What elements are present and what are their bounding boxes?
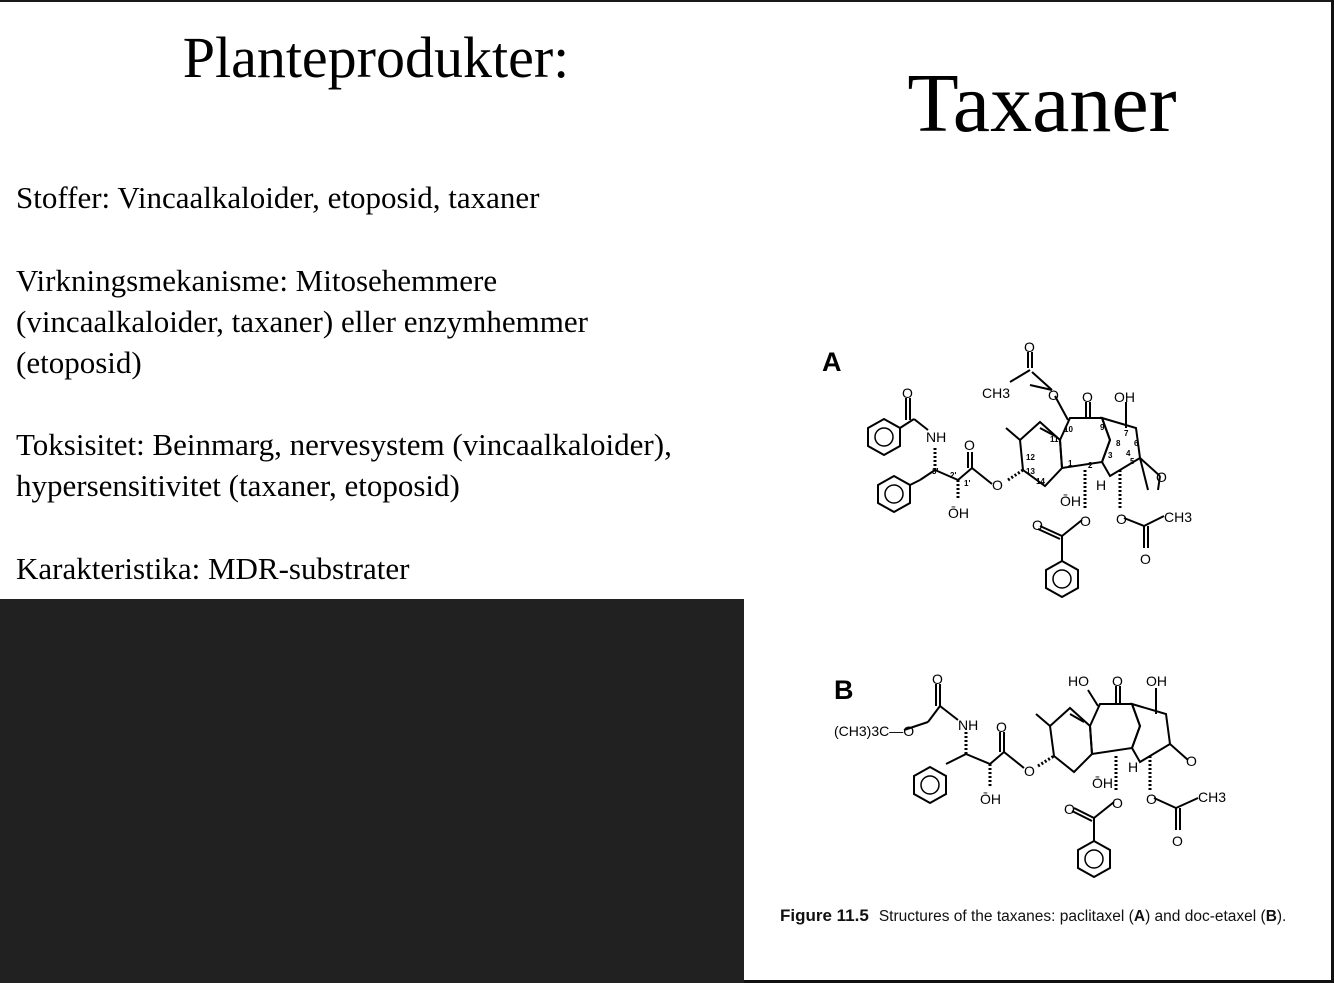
- atom-label: ŌH: [948, 505, 969, 521]
- atom-label: O: [932, 671, 943, 687]
- text-virkningsmekanisme: [16, 260, 756, 383]
- position-number: 2': [950, 471, 957, 480]
- atom-label: CH3: [982, 385, 1011, 401]
- position-number: 12: [1026, 453, 1035, 462]
- figure-caption: [780, 906, 1300, 927]
- atom-label: O: [1064, 801, 1075, 817]
- position-number: 14: [1036, 477, 1045, 486]
- atom-label: O: [1024, 339, 1035, 355]
- position-number: 3: [1108, 451, 1113, 460]
- atom-label: O: [1032, 517, 1043, 533]
- atom-label: O: [1186, 753, 1197, 769]
- atom-label: CH3: [1164, 509, 1193, 525]
- atom-label: ŌH: [980, 791, 1001, 807]
- structure-label-b: B: [834, 675, 854, 705]
- position-number: 11: [1050, 435, 1059, 444]
- text-stoffer: [16, 177, 756, 218]
- atom-label: O: [1116, 511, 1127, 527]
- position-number: 7: [1124, 429, 1129, 438]
- text-toksisitet: [16, 424, 756, 506]
- paclitaxel-structure: [840, 340, 1220, 610]
- atom-label: O: [964, 437, 975, 453]
- atom-label: OH: [1146, 673, 1167, 689]
- atom-label: NH: [958, 717, 979, 733]
- caption-label-b: B: [1265, 908, 1277, 925]
- atom-label: ŌH: [1060, 493, 1081, 509]
- slide-title-right: Taxaner: [907, 57, 1177, 150]
- text-karakteristika: [16, 548, 756, 589]
- position-number: 10: [1064, 425, 1073, 434]
- phenyl-ring: [1046, 561, 1078, 597]
- position-number: 3': [932, 467, 939, 476]
- position-number: 13: [1026, 467, 1035, 476]
- atom-label: ŌH: [1092, 775, 1113, 791]
- atom-label: O: [1080, 513, 1091, 529]
- paragraph-karakteristika: Karakteristika: MDR-substrater: [16, 551, 410, 586]
- atom-label: O: [996, 719, 1007, 735]
- docetaxel-structure: [832, 668, 1232, 898]
- position-number: 1': [964, 479, 971, 488]
- taxane-ring-c: [1132, 704, 1170, 762]
- position-number: 5: [1130, 457, 1135, 466]
- atom-label: H: [1096, 477, 1107, 493]
- atom-label: H: [1128, 759, 1139, 775]
- atom-label: O: [1024, 763, 1035, 779]
- caption-text: ) and doc-etaxel (: [1145, 908, 1266, 925]
- phenyl-ring: [1078, 841, 1110, 877]
- dark-overlay-block: [0, 599, 744, 983]
- caption-label-a: A: [1133, 908, 1146, 925]
- position-number: 9: [1100, 423, 1105, 432]
- aromatic-circle: [875, 428, 893, 446]
- caption-text: Structures of the taxanes: paclitaxel (: [878, 908, 1134, 925]
- atom-label: O: [1112, 795, 1123, 811]
- atom-label: O: [992, 477, 1003, 493]
- paragraph-toksisitet: Toksisitet: Beinmarg, nervesystem (vincaalkaloider), hypersensitivitet (taxaner, etoposid): [16, 427, 672, 503]
- structure-label-a: A: [822, 347, 842, 377]
- phenyl-ring: [878, 476, 910, 512]
- atom-label: O: [1172, 833, 1183, 849]
- position-number: 8: [1116, 439, 1121, 448]
- position-number: 6: [1134, 439, 1139, 448]
- atom-label: O: [1140, 551, 1151, 567]
- position-number: 1: [1068, 459, 1073, 468]
- paragraph-virkningsmekanisme: Virkningsmekanisme: Mitosehemmere (vincaalkaloider, taxaner) eller enzymhemmer (etoposid): [16, 263, 588, 380]
- paragraph-stoffer: Stoffer: Vincaalkaloider, etoposid, taxaner: [16, 180, 540, 215]
- figure-number: Figure 11.5: [780, 906, 869, 925]
- caption-text: ).: [1276, 908, 1287, 925]
- atom-label: NH: [926, 429, 947, 445]
- phenyl-ring: [914, 767, 946, 803]
- position-number: 4: [1126, 449, 1131, 458]
- slide-title-left: Planteprodukter:: [182, 25, 570, 90]
- atom-label: HO: [1068, 673, 1089, 689]
- slide-top-border: [0, 0, 1334, 2]
- atom-label: (CH3)3C—O: [834, 723, 915, 739]
- atom-label: O: [1156, 469, 1167, 485]
- phenyl-ring: [868, 419, 900, 455]
- atom-label: OH: [1114, 389, 1135, 405]
- atom-label: O: [1146, 791, 1157, 807]
- position-number: 2: [1088, 461, 1093, 470]
- taxane-ring-a: [1050, 708, 1092, 772]
- atom-label: CH3: [1198, 789, 1227, 805]
- atom-label: O: [1082, 389, 1093, 405]
- atom-label: O: [1048, 387, 1059, 403]
- atom-label: O: [902, 385, 913, 401]
- atom-label: O: [1112, 673, 1123, 689]
